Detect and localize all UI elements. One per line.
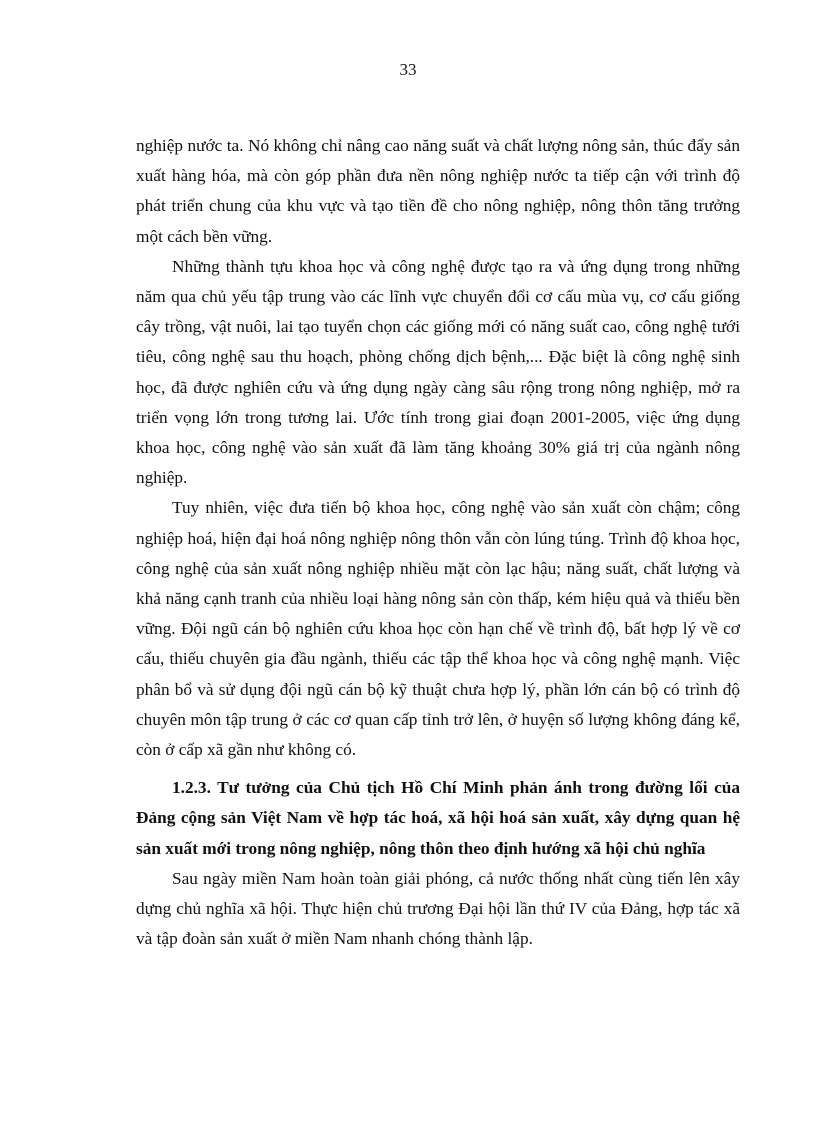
paragraph-achievements: Những thành tựu khoa học và công nghệ được tạo ra và ứng dụng trong những năm qua chủ yếu tập trung vào các lĩnh vực chuyển đổi cơ cấu mùa vụ, cơ cấu giống cây trồng, vật nuôi, lai tạo tuyển chọn các giống mới có năng suất cao, công nghệ tưới tiêu, công nghệ sau thu hoạch, phòng chống dịch bệnh,... Đặc biệt là công nghệ sinh học, đã được nghiên cứu và ứng dụng ngày càng sâu rộng trong nông nghiệp, mở ra triển vọng lớn trong tương lai. Ước tính trong giai đoạn 2001-2005, việc ứng dụng khoa học, công nghệ vào sản xuất đã làm tăng khoảng 30% giá trị của ngành nông nghiệp. [136, 256, 740, 488]
section-heading: 1.2.3. Tư tưởng của Chủ tịch Hồ Chí Minh phản ánh trong đường lối của Đảng cộng sản Việt Nam về hợp tác hoá, xã hội hoá sản xuất, xây dựng quan hệ sản xuất mới trong nông nghiệp, nông thôn theo định hướng xã hội chủ nghĩa [136, 778, 740, 858]
page-number: 33 [399, 60, 417, 79]
paragraph-limitations: Tuy nhiên, việc đưa tiến bộ khoa học, công nghệ vào sản xuất còn chậm; công nghiệp hoá, hiện đại hoá nông nghiệp nông thôn vẫn còn lúng túng. Trình độ khoa học, công nghệ của sản xuất nông nghiệp nhiều mặt còn lạc hậu; năng suất, chất lượng và khả năng cạnh tranh của nhiều loại hàng nông sản còn thấp, kém hiệu quả và thiếu bền vững. Đội ngũ cán bộ nghiên cứu khoa học còn hạn chế về trình độ, bất hợp lý về cơ cấu, thiếu chuyên gia đầu ngành, thiếu các tập thể khoa học và công nghệ mạnh. Việc phân bổ và sử dụng đội ngũ cán bộ kỹ thuật chưa hợp lý, phần lớn cán bộ có trình độ chuyên môn tập trung ở các cơ quan cấp tỉnh trở lên, ở huyện số lượng không đáng kể, còn ở cấp xã gần như không có. [136, 498, 740, 760]
document-body [136, 131, 740, 954]
paragraph-section-intro: Sau ngày miền Nam hoàn toàn giải phóng, cả nước thống nhất cùng tiến lên xây dựng chủ nghĩa xã hội. Thực hiện chủ trương Đại hội lần thứ IV của Đảng, hợp tác xã và tập đoàn sản xuất ở miền Nam nhanh chóng thành lập. [136, 868, 740, 949]
paragraph-continuation: nghiệp nước ta. Nó không chỉ nâng cao năng suất và chất lượng nông sản, thúc đẩy sản xuất hàng hóa, mà còn góp phần đưa nền nông nghiệp nước ta tiếp cận với trình độ phát triển chung của khu vực và tạo tiền đề cho nông nghiệp, nông thôn tăng trưởng một cách bền vững. [136, 136, 740, 246]
